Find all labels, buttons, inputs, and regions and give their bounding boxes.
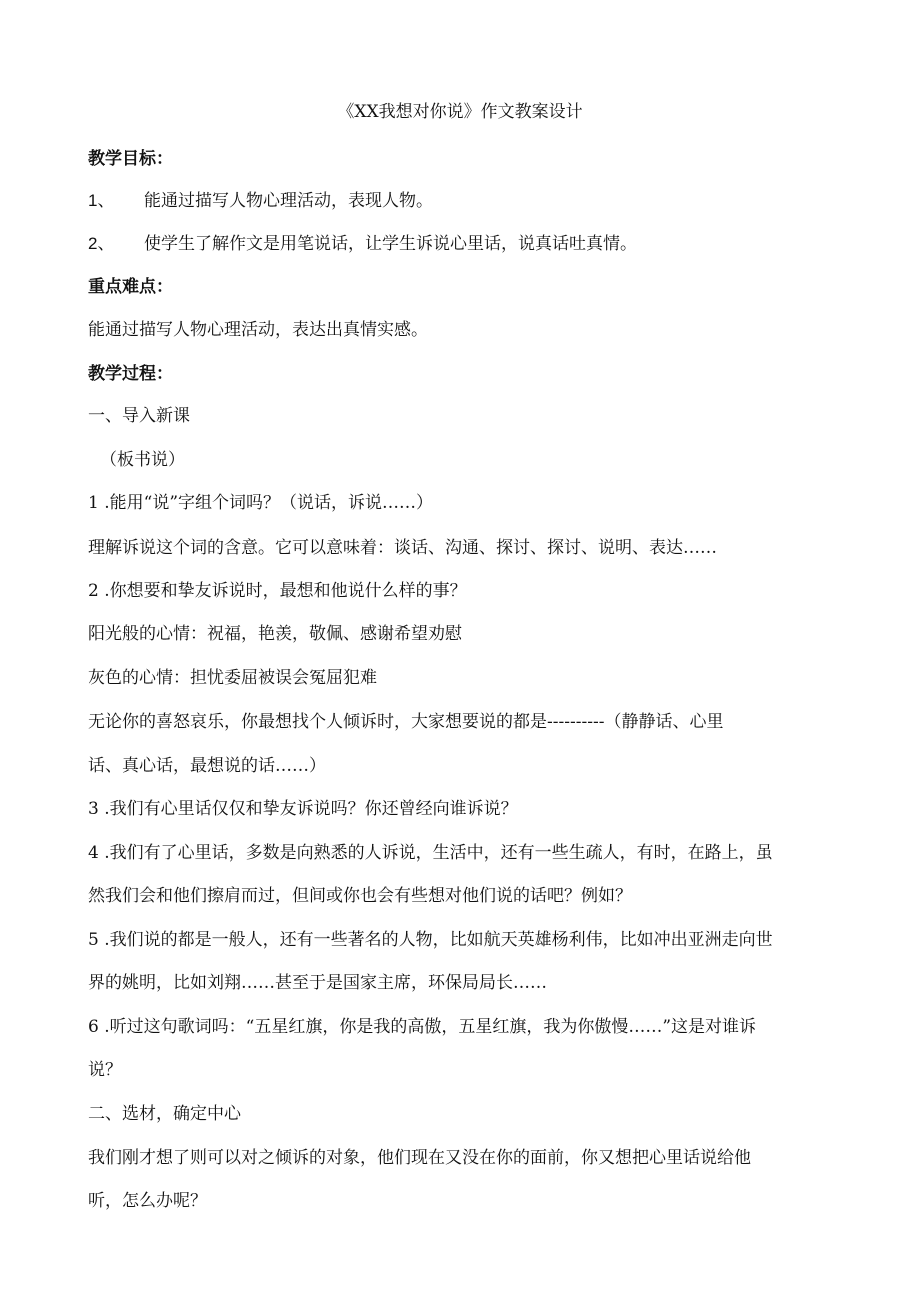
question-1: 1 .能用“说”字组个词吗？（说话，诉说……） [88,493,434,513]
section-2-heading: 二、选材，确定中心 [88,1104,241,1124]
goal-2-number: 2、 [88,234,115,253]
whatever-line-2: 话、真心话，最想说的话……） [88,756,326,776]
process-heading: 教学过程： [88,364,173,384]
question-1-explanation: 理解诉说这个词的含意。它可以意味着：谈话、沟通、探讨、探讨、说明、表达…… [88,538,717,558]
question-6-line-2: 说？ [88,1060,122,1080]
question-2: 2 .你想要和挚友诉说时，最想和他说什么样的事？ [88,581,467,601]
page-title: 《XX我想对你说》作文教案设计 [337,102,583,122]
key-text: 能通过描写人物心理活动，表达出真情实感。 [88,320,428,340]
question-4-line-1: 4 .我们有了心里话，多数是向熟悉的人诉说，生活中，还有一些生疏人，有时，在路上，虽 [88,843,773,863]
final-paragraph-line-1: 我们刚才想了则可以对之倾诉的对象，他们现在又没在你的面前，你又想把心里话说给他 [88,1148,751,1168]
final-paragraph-line-2: 听，怎么办呢？ [88,1191,207,1211]
whatever-line-1: 无论你的喜怒哀乐，你最想找个人倾诉时，大家想要说的都是----------（静静话、心里 [88,712,724,732]
question-4-line-2: 然我们会和他们擦肩而过，但间或你也会有些想对他们说的话吧？例如？ [88,886,632,906]
board-note: （板书说） [100,450,185,470]
section-1-heading: 一、导入新课 [88,406,190,426]
sunny-mood-line: 阳光般的心情：祝福，艳羡，敬佩、感谢希望劝慰 [88,624,462,644]
key-heading: 重点难点： [88,277,173,297]
question-5-line-2: 界的姚明，比如刘翔……甚至于是国家主席，环保局局长…… [88,973,547,993]
question-5-line-1: 5 .我们说的都是一般人，还有一些著名的人物，比如航天英雄杨利伟，比如冲出亚洲走向世 [88,930,773,950]
goal-2-text: 使学生了解作文是用笔说话，让学生诉说心里话，说真话吐真情。 [144,234,637,254]
question-3: 3 .我们有心里话仅仅和挚友诉说吗？你还曾经向谁诉说？ [88,799,518,819]
goal-1-text: 能通过描写人物心理活动，表现人物。 [144,191,433,211]
goal-1-number: 1、 [88,191,115,210]
grey-mood-line: 灰色的心情：担忧委屈被误会冤屈犯难 [88,668,377,688]
question-6-line-1: 6 .听过这句歌词吗：“五星红旗，你是我的高傲，五星红旗，我为你傲慢……”这是对谁诉 [88,1017,757,1037]
goals-heading: 教学目标： [88,149,173,169]
